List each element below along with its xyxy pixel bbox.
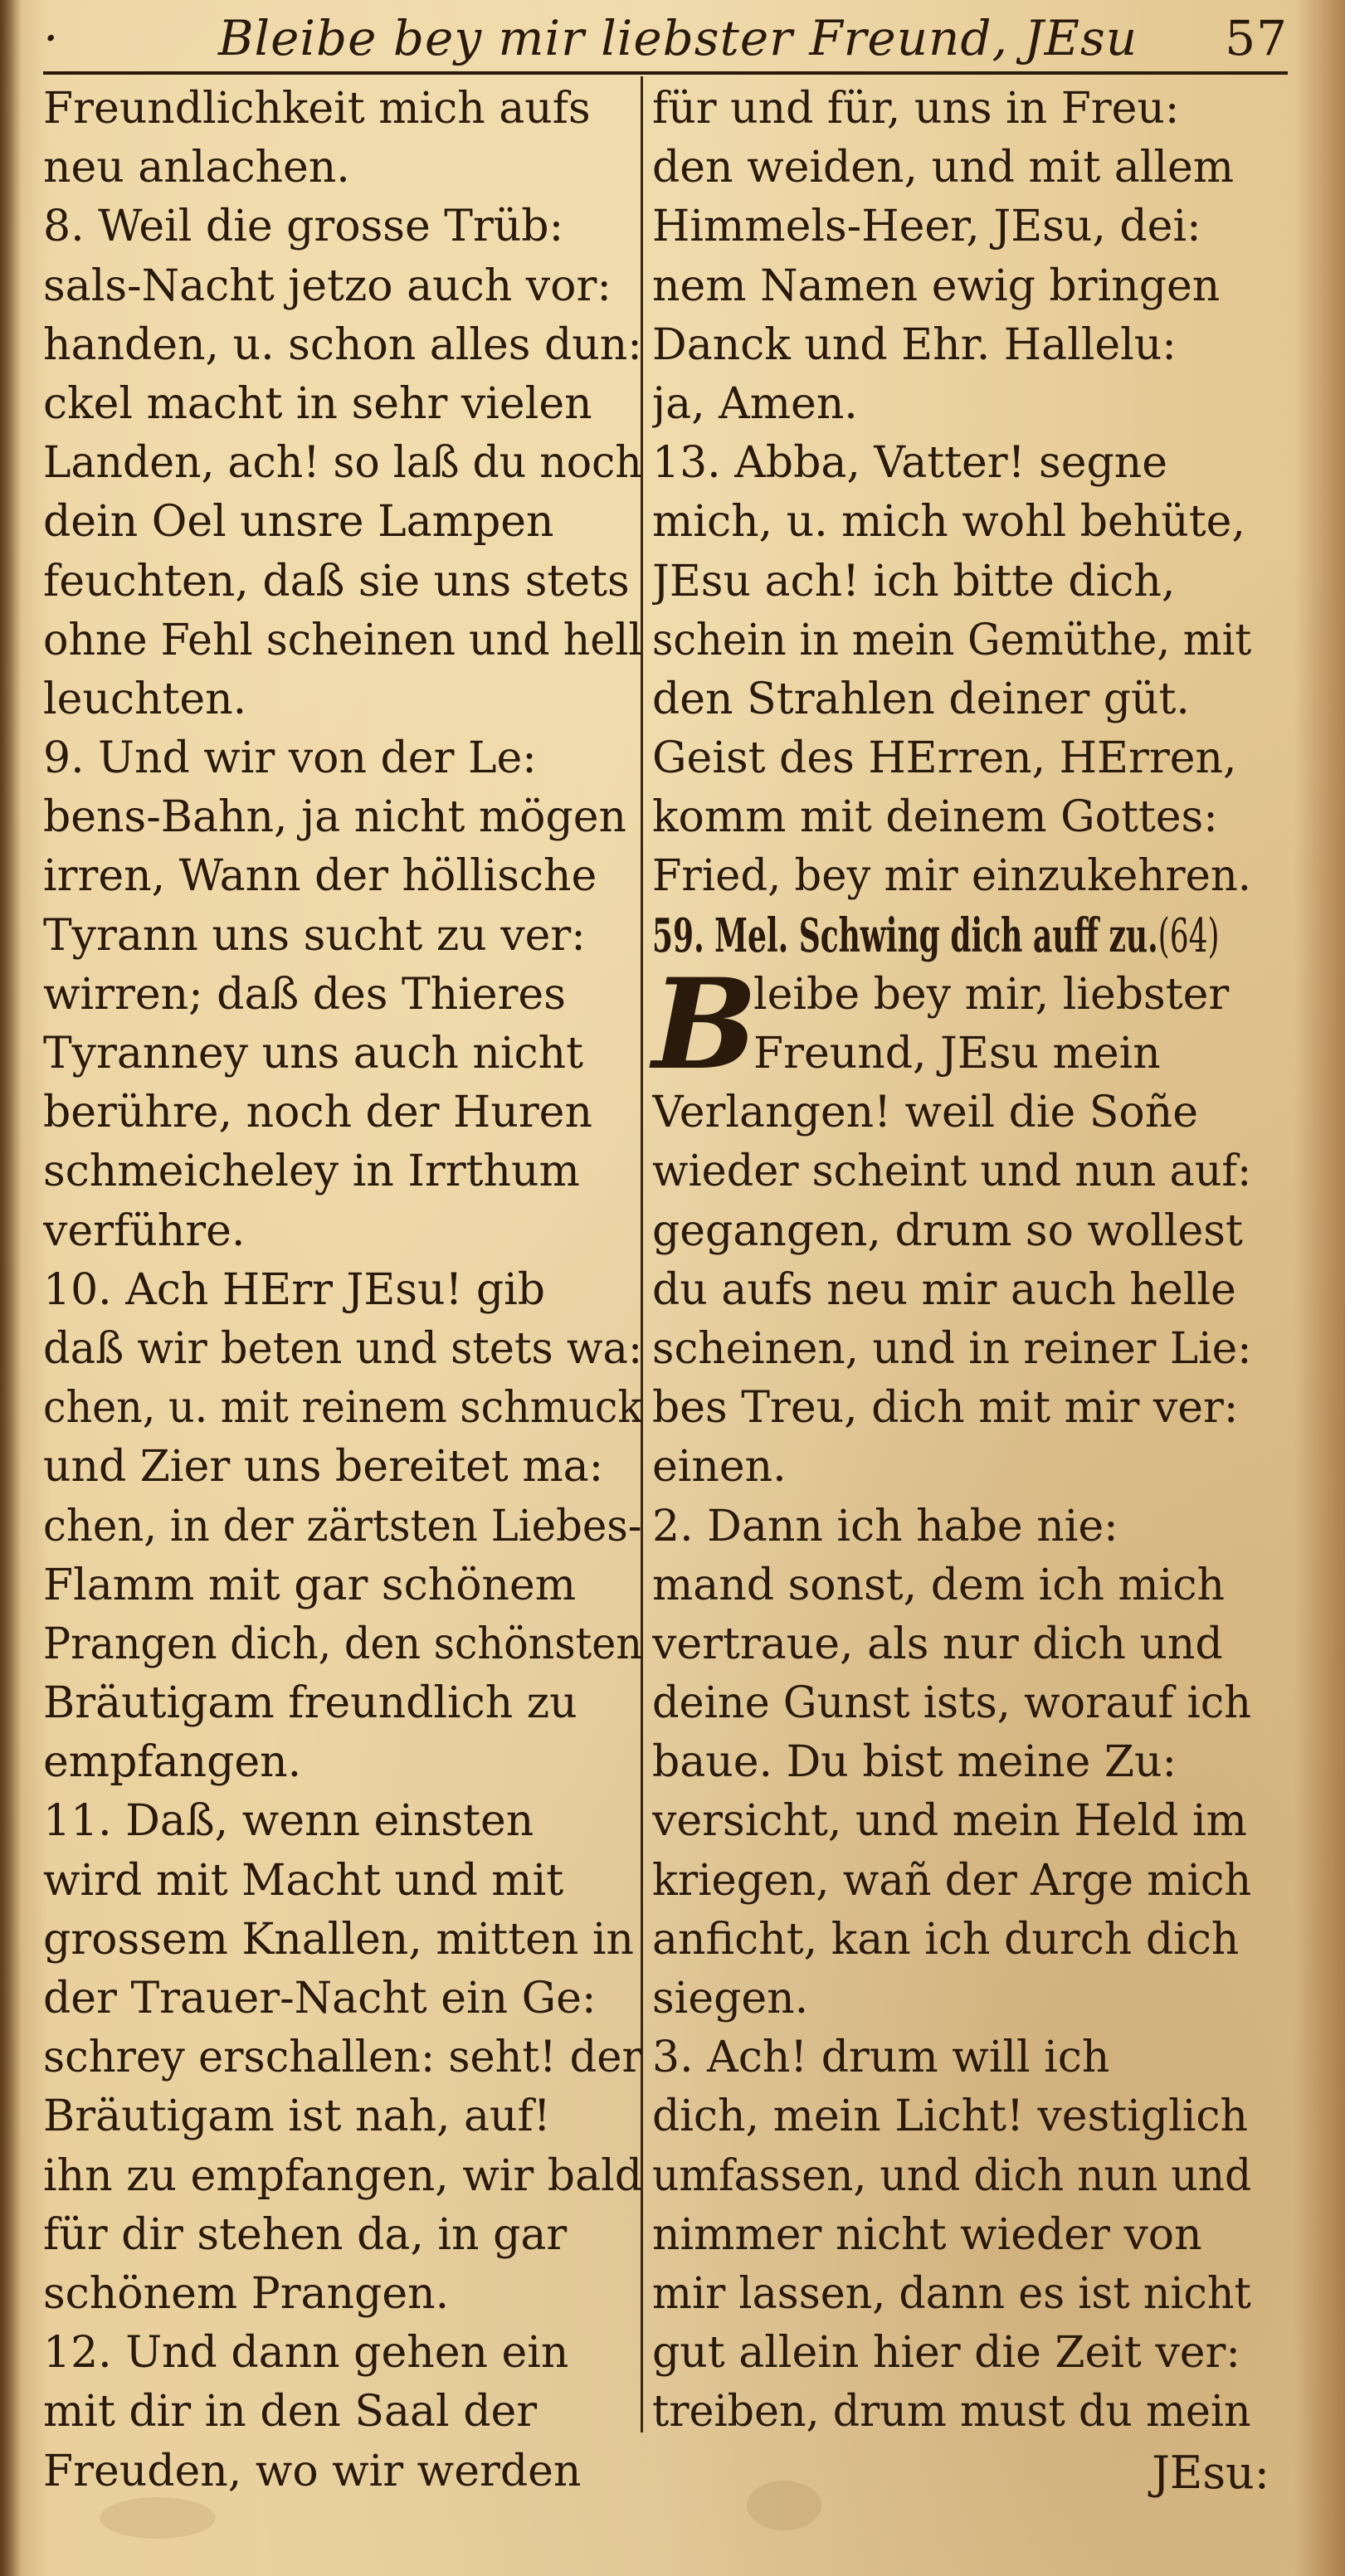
running-title: Bleibe bey mir liebster Freund, JEsu [217, 10, 1138, 66]
text-line: berühre, noch der Huren [43, 1088, 592, 1138]
text-line: baue. Du bist meine Zu: [652, 1737, 1177, 1788]
text-line: schrey erschallen: seht! der [43, 2033, 642, 2083]
text-line: Fried, bey mir einzukehren. [652, 851, 1251, 902]
drop-cap: B [652, 951, 758, 1098]
text-line: 13. Abba, Vatter! segne [652, 438, 1168, 489]
text-line: Freuden, wo wir werden [43, 2446, 582, 2496]
text-line: mit dir in den Saal der [43, 2387, 538, 2437]
text-line: 9. Und wir von der Le: [43, 733, 537, 784]
drop-cap-lines [753, 966, 1251, 1083]
text-line: 2. Dann ich habe nie: [652, 1501, 1118, 1551]
text-line: gut allein hier die Zeit ver: [652, 2328, 1240, 2379]
left-column [43, 80, 642, 2501]
text-line: JEsu ach! ich bitte dich, [652, 556, 1176, 606]
text-line: 8. Weil die grosse Trüb: [43, 202, 564, 252]
text-line: Himmels-Heer, JEsu, dei: [652, 202, 1201, 252]
paper-stain [100, 2497, 216, 2539]
text-line: du aufs neu mir auch helle [652, 1264, 1236, 1315]
running-head [43, 5, 1288, 71]
text-line: kriegen, wañ der Arge mich [652, 1855, 1252, 1906]
text-line: siegen. [652, 1974, 809, 2023]
text-line: Landen, ach! so laß du noch [43, 438, 642, 489]
text-line: 10. Ach HErr JEsu! gib [43, 1264, 546, 1315]
text-line: Tyranney uns auch nicht [43, 1029, 584, 1079]
text-line: nimmer nicht wieder von [652, 2209, 1202, 2260]
text-line: mand sonst, dem ich mich [652, 1560, 1225, 1610]
text-line: für und für, uns in Freu: [652, 84, 1180, 134]
text-line: versicht, und mein Held im [652, 1796, 1247, 1847]
text-line: 11. Daß, wenn einsten [43, 1796, 534, 1847]
text-line: Verlangen! weil die Soñe [652, 1088, 1198, 1138]
text-line: Geist des HErren, HErren, [652, 733, 1237, 784]
page-number: 57 [1225, 10, 1288, 66]
paper-stain [747, 2481, 821, 2530]
text-line: der Trauer-Nacht ein Ge: [43, 1974, 597, 2023]
text-line: bes Treu, dich mit mir ver: [652, 1383, 1239, 1434]
text-line: den weiden, und mit allem [652, 143, 1235, 193]
right-column-top-text [652, 80, 1251, 907]
text-line: chen, in der zärtsten Liebes- [43, 1501, 642, 1551]
text-line: vertraue, als nur dich und [652, 1619, 1223, 1669]
text-line: anficht, kan ich durch dich [652, 1914, 1240, 1965]
text-line: deine Gunst ists, worauf ich [652, 1678, 1251, 1729]
text-line: schönem Prangen. [43, 2268, 450, 2319]
text-line: ja, Amen. [652, 378, 858, 429]
text-line: verführe. [43, 1205, 246, 1256]
text-line: Tyrann uns sucht zu ver: [43, 910, 586, 961]
text-line: und Zier uns bereitet ma: [43, 1442, 604, 1493]
text-line: Danck und Ehr. Hallelu: [652, 319, 1177, 370]
text-line: 12. Und dann gehen ein [43, 2328, 569, 2379]
text-line: Flamm mit gar schönem [43, 1560, 577, 1610]
text-line: den Strahlen deiner güt. [652, 674, 1190, 724]
text-line: handen, u. schon alles dun: [43, 319, 642, 370]
text-line: dein Oel unsre Lampen [43, 497, 554, 548]
hymn-number: (64) [1157, 908, 1220, 963]
text-line: leibe bey mir, liebster [753, 969, 1230, 1020]
text-line: ohne Fehl scheinen und hell [43, 615, 642, 665]
text-line: neu anlachen. [43, 143, 350, 193]
right-column-bottom-text [652, 1083, 1251, 2442]
text-line: scheinen, und in reiner Lie: [652, 1323, 1252, 1374]
text-line: wird mit Macht und mit [43, 1855, 564, 1906]
text-line: leuchten. [43, 674, 247, 724]
text-line: Freund, JEsu mein [753, 1029, 1161, 1079]
text-line: mir lassen, dann es ist nicht [652, 2268, 1251, 2319]
hymn-melody: 59. Mel. Schwing dich auff zu. [652, 908, 1158, 963]
text-line: empfangen. [43, 1737, 302, 1788]
text-line: sals-Nacht jetzo auch vor: [43, 261, 612, 311]
text-line: treiben, drum must du mein [652, 2387, 1251, 2437]
text-line: Bräutigam freundlich zu [43, 1678, 577, 1729]
text-line: irren, Wann der höllische [43, 851, 597, 902]
hymn-opening [652, 951, 1251, 1098]
text-line: umfassen, und dich nun und [652, 2150, 1252, 2201]
right-column [652, 80, 1251, 2442]
text-line: komm mit deinem Gottes: [652, 792, 1218, 843]
text-line: mich, u. mich wohl behüte, [652, 497, 1245, 548]
text-line: gegangen, drum so wollest [652, 1205, 1243, 1256]
text-line: grossem Knallen, mitten in [43, 1914, 635, 1965]
text-line: schein in mein Gemüthe, mit [652, 615, 1251, 665]
header-rule [43, 71, 1288, 75]
text-line: 3. Ach! drum will ich [652, 2033, 1110, 2083]
gutter-shadow [0, 0, 22, 2576]
text-line: dich, mein Licht! vestiglich [652, 2091, 1248, 2142]
text-line: einen. [652, 1442, 787, 1493]
text-line: ihn zu empfangen, wir bald [43, 2150, 642, 2201]
text-line: nem Namen ewig bringen [652, 261, 1221, 311]
text-line: daß wir beten und stets wa: [43, 1323, 643, 1374]
text-line: Freundlichkeit mich aufs [43, 84, 591, 134]
text-line: chen, u. mit reinem schmuck [43, 1383, 643, 1434]
text-line: feuchten, daß sie uns stets [43, 556, 630, 606]
text-line: wieder scheint und nun auf: [652, 1147, 1252, 1197]
text-line: schmeicheley in Irrthum [43, 1147, 580, 1197]
text-line: Prangen dich, den schönsten [43, 1619, 642, 1669]
text-line: Bräutigam ist nah, auf! [43, 2091, 551, 2142]
text-line: wirren; daß des Thieres [43, 969, 566, 1020]
catchword: JEsu: [1152, 2447, 1269, 2499]
text-line: bens-Bahn, ja nicht mögen [43, 792, 627, 843]
text-line: ckel macht in sehr vielen [43, 378, 592, 429]
header-mark: · [43, 10, 60, 66]
text-line: für dir stehen da, in gar [43, 2209, 568, 2260]
